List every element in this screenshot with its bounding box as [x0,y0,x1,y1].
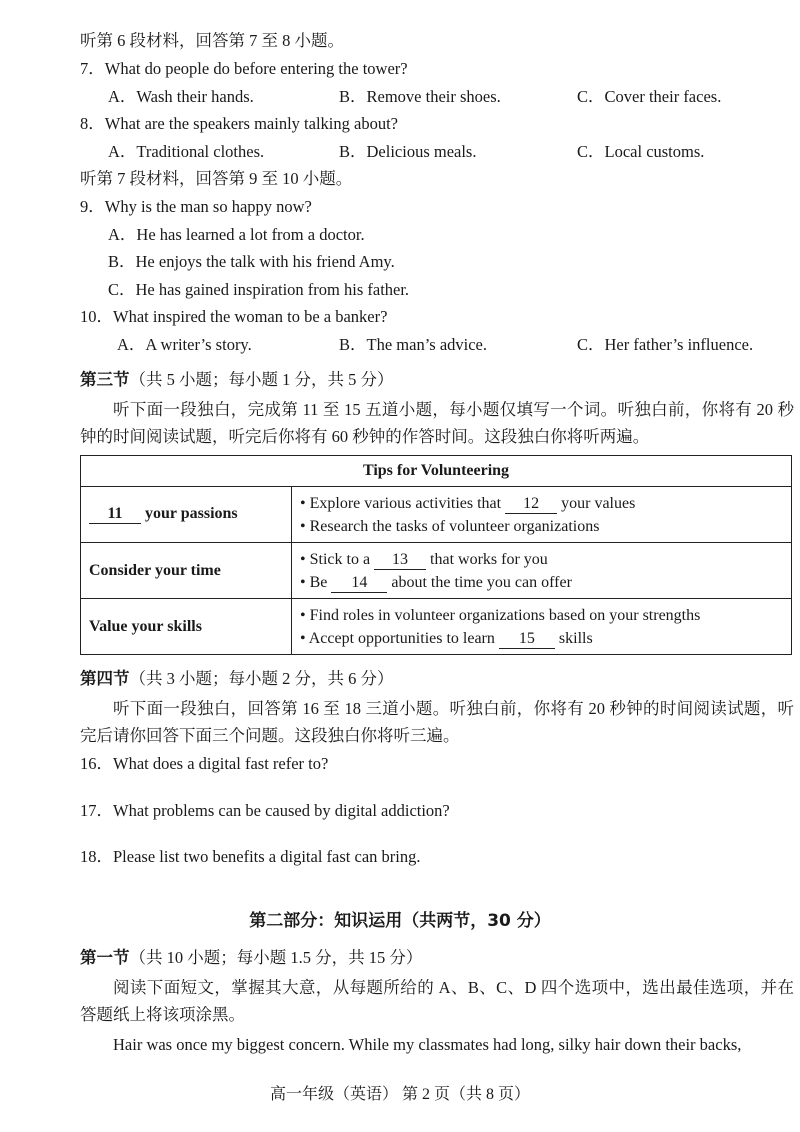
q8-option-b: B．Delicious meals. [339,142,477,161]
question-17: 17．What problems can be caused by digital addiction? [80,801,450,820]
row1-label [81,487,292,543]
row1-tip-1-post: your values [557,494,636,512]
blank-11: 11 [89,505,141,524]
part3-info: （共 5 小题；每小题 1 分，共 5 分） [129,370,394,389]
row2-tips [292,543,792,599]
part3-instructions: 听下面一段独白，完成第 11 至 15 五道小题，每小题仅填写一个词。听独白前，你将有 20 秒钟的时间阅读试题，听完后你将有 60 秒钟的作答时间。这段独白你将听两遍。 [80,400,794,446]
q9-option-b: B．He enjoys the talk with his friend Amy. [108,252,395,271]
row3-tip-2-pre: • Accept opportunities to learn [300,629,499,647]
tips-table [80,455,792,655]
q10-option-a: A．A writer’s story. [117,335,252,354]
section-6-intro: 听第 6 段材料，回答第 7 至 8 小题。 [80,31,344,50]
part3-title: 第三节 [80,370,130,389]
q8-option-c: C．Local customs. [577,142,705,161]
question-9: 9．Why is the man so happy now? [80,197,312,216]
passage-first-line: Hair was once my biggest concern. While my classmates had long, silky hair down their backs, [113,1035,742,1054]
part4-title: 第四节 [80,669,130,688]
row2-tip-1 [300,548,783,571]
q7-option-a: A．Wash their hands. [108,87,254,106]
row2-tip-1-pre: • Stick to a [300,550,375,568]
row3-tip-2 [300,627,783,650]
part4-heading [80,668,394,690]
blank-14: 14 [331,574,387,593]
q7-option-c: C．Cover their faces. [577,87,722,106]
row1-tip-1 [300,492,783,515]
row3-tip-2-post: skills [554,629,593,647]
part2-section1-heading [80,947,422,969]
row3-tip-1: • Find roles in volunteer organizations based on your strengths [300,606,701,624]
part3-heading [80,369,394,391]
q7-option-b: B．Remove their shoes. [339,87,501,106]
q10-option-c: C．Her father’s influence. [577,335,754,354]
row1-tip-1-pre: • Explore various activities that [300,494,506,512]
part4-info: （共 3 小题；每小题 2 分，共 6 分） [129,669,394,688]
question-10: 10．What inspired the woman to be a banker? [80,307,388,326]
row2-label: Consider your time [81,543,292,599]
part2-section1-info: （共 10 小题；每小题 1.5 分，共 15 分） [129,948,423,967]
question-18: 18．Please list two benefits a digital fast can bring. [80,847,421,866]
part2-section1-instructions: 阅读下面短文，掌握其大意，从每题所给的 A、B、C、D 四个选项中，选出最佳选项，并在答题纸上将该项涂黑。 [80,978,794,1024]
question-16: 16．What does a digital fast refer to? [80,754,329,773]
row2-tip-2-pre: • Be [300,573,332,591]
question-7: 7．What do people do before entering the tower? [80,59,408,78]
row3-tips [292,599,792,655]
q10-option-b: B．The man’s advice. [339,335,488,354]
page-footer: 高一年级（英语） 第 2 页（共 8 页） [269,1086,530,1103]
blank-15: 15 [499,630,555,649]
row1-label-text: your passions [141,505,238,522]
row1-tips [292,487,792,543]
part4-instructions: 听下面一段独白，回答第 16 至 18 三道小题。听独白前，你将有 20 秒钟的时间阅读试题，听完后请你回答下面三个问题。这段独白你将听三遍。 [80,699,794,745]
q9-option-a: A．He has learned a lot from a doctor. [108,225,365,244]
q8-option-a: A．Traditional clothes. [108,142,265,161]
row2-tip-2-post: about the time you can offer [387,573,572,591]
question-8: 8．What are the speakers mainly talking about? [80,114,398,133]
row3-label: Value your skills [81,599,292,655]
q9-option-c: C．He has gained inspiration from his father. [108,280,410,299]
row1-tip-2: • Research the tasks of volunteer organizations [300,517,600,535]
section-7-intro: 听第 7 段材料，回答第 9 至 10 小题。 [80,169,353,188]
row2-tip-1-post: that works for you [426,550,548,568]
blank-13: 13 [374,551,426,570]
table-title: Tips for Volunteering [81,456,792,487]
blank-12: 12 [505,495,557,514]
part2-title: 第二部分：知识运用（共两节，30 分） [249,911,551,931]
part2-section1-title: 第一节 [80,948,130,967]
row2-tip-2 [300,571,783,594]
